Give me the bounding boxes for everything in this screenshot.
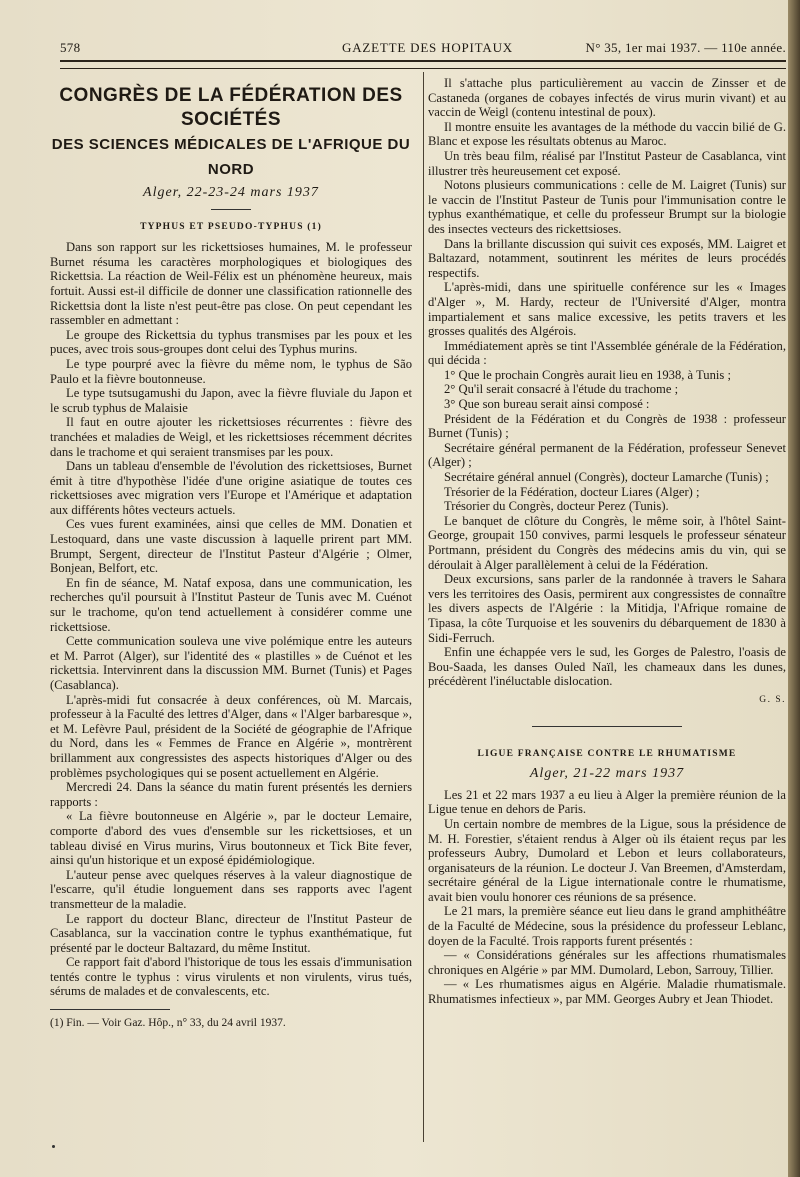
- paragraph: Deux excursions, sans parler de la randonnée à travers le Sahara vers les territoires des Oasis, permirent aux congressistes de connaître les divers aspects de l'Algérie : la Mitidja, l'Afrique romaine de Tipasa, la côte Turquoise et les souvenirs du débarquement de 1830 à Sidi-Ferruch.: [428, 572, 786, 645]
- paragraph: Notons plusieurs communications : celle de M. Laigret (Tunis) sur le vaccin de l'Institut Pasteur de Tunis pour l'immunisation contre le typhus exanthématique, et celle du professeur Brumpt sur la biologie des insectes vecteurs des rickettsioses.: [428, 178, 786, 236]
- left-article-body: [50, 240, 412, 999]
- paragraph: 2° Qu'il serait consacré à l'étude du trachome ;: [444, 382, 679, 397]
- paragraph: Immédiatement après se tint l'Assemblée générale de la Fédération, qui décida :: [428, 338, 786, 368]
- paragraph: Un très beau film, réalisé par l'Institut Pasteur de Casablanca, vint illustrer très heureusement cet exposé.: [428, 148, 786, 178]
- section-separator: [532, 726, 682, 727]
- paragraph: Dans la brillante discussion qui suivit ces exposés, MM. Laigret et Baltazard, notamment, soutinrent les mérites de leurs procédés respectifs.: [428, 236, 786, 280]
- right-article-body: [428, 76, 786, 689]
- paragraph: 1° Que le prochain Congrès aurait lieu en 1938, à Tunis ;: [444, 367, 731, 382]
- paragraph: — « Considérations générales sur les affections rhumatismales chroniques en Algérie » par MM. Dumolard, Lebon, Sarrouy, Tillier.: [428, 948, 786, 977]
- paragraph: Président de la Fédération et du Congrès de 1938 : professeur Burnet (Tunis) ;: [428, 411, 786, 441]
- issue-date: N° 35, 1er mai 1937. — 110e année.: [585, 40, 786, 55]
- section-heading-rheumatism: LIGUE FRANÇAISE CONTRE LE RHUMATISME: [477, 748, 737, 759]
- congress-title-line2: DES SCIENCES MÉDICALES DE L'AFRIQUE DU NORD: [51, 136, 411, 178]
- league-article-body: [428, 788, 786, 1007]
- paragraph: Un certain nombre de membres de la Ligue, sous la présidence de M. H. Forestier, s'étaient rendus à Alger où ils étaient reçus par les professeurs Aubry, Dumolard et Lebon et leurs collaborateurs, organisateurs de la réunion. Le docteur J. Van Breemen, d'Amsterdam, secrétaire général de la Ligue internationale contre le rhumatisme, avait bien voulu honorer ces réunions de sa présence.: [428, 816, 786, 904]
- paragraph: 3° Que son bureau serait ainsi composé :: [444, 397, 650, 412]
- paragraph: Dans son rapport sur les rickettsioses humaines, M. le professeur Burnet résuma les caractères morphologiques et biologiques des Rickettsia. La réaction de Weil-Félix est un phénomène heureux, mais fortuit. Aussi est-il difficile de donner une classification rationnelle des Rickettsia dont la liste n'est peut-être pas close. On peut cependant les rassembler en admettant :: [50, 240, 412, 328]
- paragraph: Le type tsutsugamushi du Japon, avec la fièvre fluviale du Japon et le scrub typhus de Malaisie: [50, 386, 412, 415]
- paragraph: Ce rapport fait d'abord l'historique de tous les essais d'immunisation tentés contre le typhus : virus virulents et non virulents, virus tués, sérums de malades et de convalescents, etc.: [50, 955, 412, 999]
- section-heading-typhus: TYPHUS ET PSEUDO-TYPHUS (1): [140, 221, 322, 232]
- paragraph: Le 21 mars, la première séance eut lieu dans le grand amphithéâtre de la Faculté de Médecine, sous la présidence du professeur Leblanc, doyen de la Faculté. Trois rapports furent présentés :: [428, 904, 786, 948]
- paragraph: Secrétaire général permanent de la Fédération, professeur Senevet (Alger) ;: [428, 440, 786, 470]
- page-spine-shadow: [788, 0, 800, 1177]
- page-header: [60, 38, 786, 60]
- title-rule: [211, 209, 251, 210]
- paragraph: L'après-midi, dans une spirituelle conférence sur les « Images d'Alger », M. Hardy, recteur de l'Université d'Alger, montra impartialement et sans malice excessive, les petits travers et les grosses qualités des Algérois.: [428, 280, 786, 339]
- paragraph: Mercredi 24. Dans la séance du matin furent présentés les derniers rapports :: [50, 780, 412, 809]
- paragraph: L'après-midi fut consacrée à deux conférences, où M. Marcais, professeur à la Faculté des lettres d'Alger, dans « l'Alger barbaresque », et M. Lefèvre Paul, président de la Société de géographie de l'Afrique du Nord, dans les « Femmes de France en Algérie », montrèrent brillamment aux congressistes des aspects historiques d'Alger ou des problèmes psychologiques qui se posent actuellement en Algérie.: [50, 692, 412, 780]
- paragraph: Le groupe des Rickettsia du typhus transmises par les poux et les puces, avec trois sous-groupes dont celui des Typhus murins.: [50, 327, 412, 357]
- paragraph: Le rapport du docteur Blanc, directeur de l'Institut Pasteur de Casablanca, sur la vaccination contre le typhus exanthématique, fut présenté par le docteur Baltazard, du même Institut.: [50, 911, 412, 955]
- footnote: (1) Fin. — Voir Gaz. Hôp., n° 33, du 24 avril 1937.: [50, 1017, 286, 1030]
- paragraph: Le type pourpré avec la fièvre du même nom, le typhus de São Paulo et la fièvre boutonneuse.: [50, 356, 412, 386]
- league-place-date: Alger, 21-22 mars 1937: [529, 766, 685, 782]
- paragraph: « La fièvre boutonneuse en Algérie », par le docteur Lemaire, comporte d'abord des vues d'ensemble sur les rickettsioses, et un tableau divisé en Virus murins, Virus boutonneux et Tick Bite fever, ainsi qu'un historique et un exposé épidémiologique.: [50, 809, 412, 868]
- page-number: 578: [60, 40, 81, 55]
- journal-title: GAZETTE DES HOPITAUX: [342, 40, 513, 55]
- right-column: [428, 76, 786, 1007]
- header-rule: [60, 60, 786, 69]
- paragraph: Il montre ensuite les avantages de la méthode du vaccin bilié de G. Blanc et expose les résultats obtenus au Maroc.: [428, 119, 786, 149]
- paragraph: Le banquet de clôture du Congrès, le même soir, à l'hôtel Saint-George, groupait 150 convives, parmi lesquels le professeur sénateur Portmann, président du Congrès des médecins amis du vin, qui se déroulait à Alger parallèlement à celui de la Fédération.: [428, 513, 786, 572]
- paragraph: Les 21 et 22 mars 1937 a eu lieu à Alger la première réunion de la Ligue tenue en dehors de Paris.: [428, 787, 786, 817]
- congress-place-date: Alger, 22-23-24 mars 1937: [143, 185, 319, 200]
- paragraph: Secrétaire général annuel (Congrès), docteur Lamarche (Tunis) ;: [444, 470, 769, 485]
- paragraph: Ces vues furent examinées, ainsi que celles de MM. Donatien et Lestoquard, dans une vaste discussion à laquelle prirent part MM. Brumpt, Sergent, directeur de l'Institut Pasteur d'Algérie ; Olmer, Bonjean, Belfort, etc.: [50, 517, 412, 576]
- paragraph: En fin de séance, M. Nataf exposa, dans une communication, les recherches qu'il poursuit à l'Institut Pasteur de Tunis avec M. Cuénot sur le trachome, qu'on tend actuellement à considérer comme une rickettsiose.: [50, 575, 412, 634]
- congress-title: [50, 84, 412, 182]
- paragraph: Cette communication souleva une vive polémique entre les auteurs et M. Parrot (Alger), sur l'identité des « plastilles » de Cuénot et les rickettsia. Intervinrent dans la discussion MM. Burnet (Tunis) et Pages (Casablanca).: [50, 634, 412, 692]
- author-signature: G. S.: [759, 694, 786, 705]
- paragraph: Il s'attache plus particulièrement au vaccin de Zinsser et de Castaneda (organes de cobayes infectés de virus murin vivant) et au vaccin de Weigl (contenu intestinal de poux).: [428, 76, 786, 120]
- paragraph: L'auteur pense avec quelques réserves à la valeur diagnostique de l'escarre, qu'il étudie longuement dans ses rapports avec l'agent transmetteur de la maladie.: [50, 867, 412, 911]
- paragraph: Il faut en outre ajouter les rickettsioses récurrentes : fièvre des tranchées et maladies de Weigl, et les rickettsioses récemment décrites dans le trachome et qui seraient transmises par les poux.: [50, 415, 412, 459]
- congress-title-line1: CONGRÈS DE LA FÉDÉRATION DES SOCIÉTÉS: [59, 85, 403, 130]
- column-divider: [423, 72, 424, 1142]
- paragraph: Dans un tableau d'ensemble de l'évolution des rickettsioses, Burnet émit à titre d'hypothèse l'idée d'une origine asiatique de toutes ces rickettsioses avec migration vers l'Europe et l'Amérique et adaptation aux différents hôtes vecteurs actuels.: [50, 459, 412, 517]
- paragraph: Enfin une échappée vers le sud, les Gorges de Palestro, l'oasis de Bou-Saada, les danses Ouled Naïl, les chameaux dans les dunes, précédèrent l'inéluctable dislocation.: [428, 645, 786, 689]
- footnote-rule: [50, 1009, 170, 1010]
- paragraph: — « Les rhumatismes aigus en Algérie. Maladie rhumatismale. Rhumatismes infectieux », par MM. Georges Aubry et Jean Thiodet.: [428, 977, 786, 1007]
- paragraph: Trésorier de la Fédération, docteur Liares (Alger) ;: [444, 484, 700, 499]
- left-column: [50, 84, 412, 1031]
- paragraph: Trésorier du Congrès, docteur Perez (Tunis).: [444, 499, 669, 514]
- ink-speck: [52, 1145, 55, 1148]
